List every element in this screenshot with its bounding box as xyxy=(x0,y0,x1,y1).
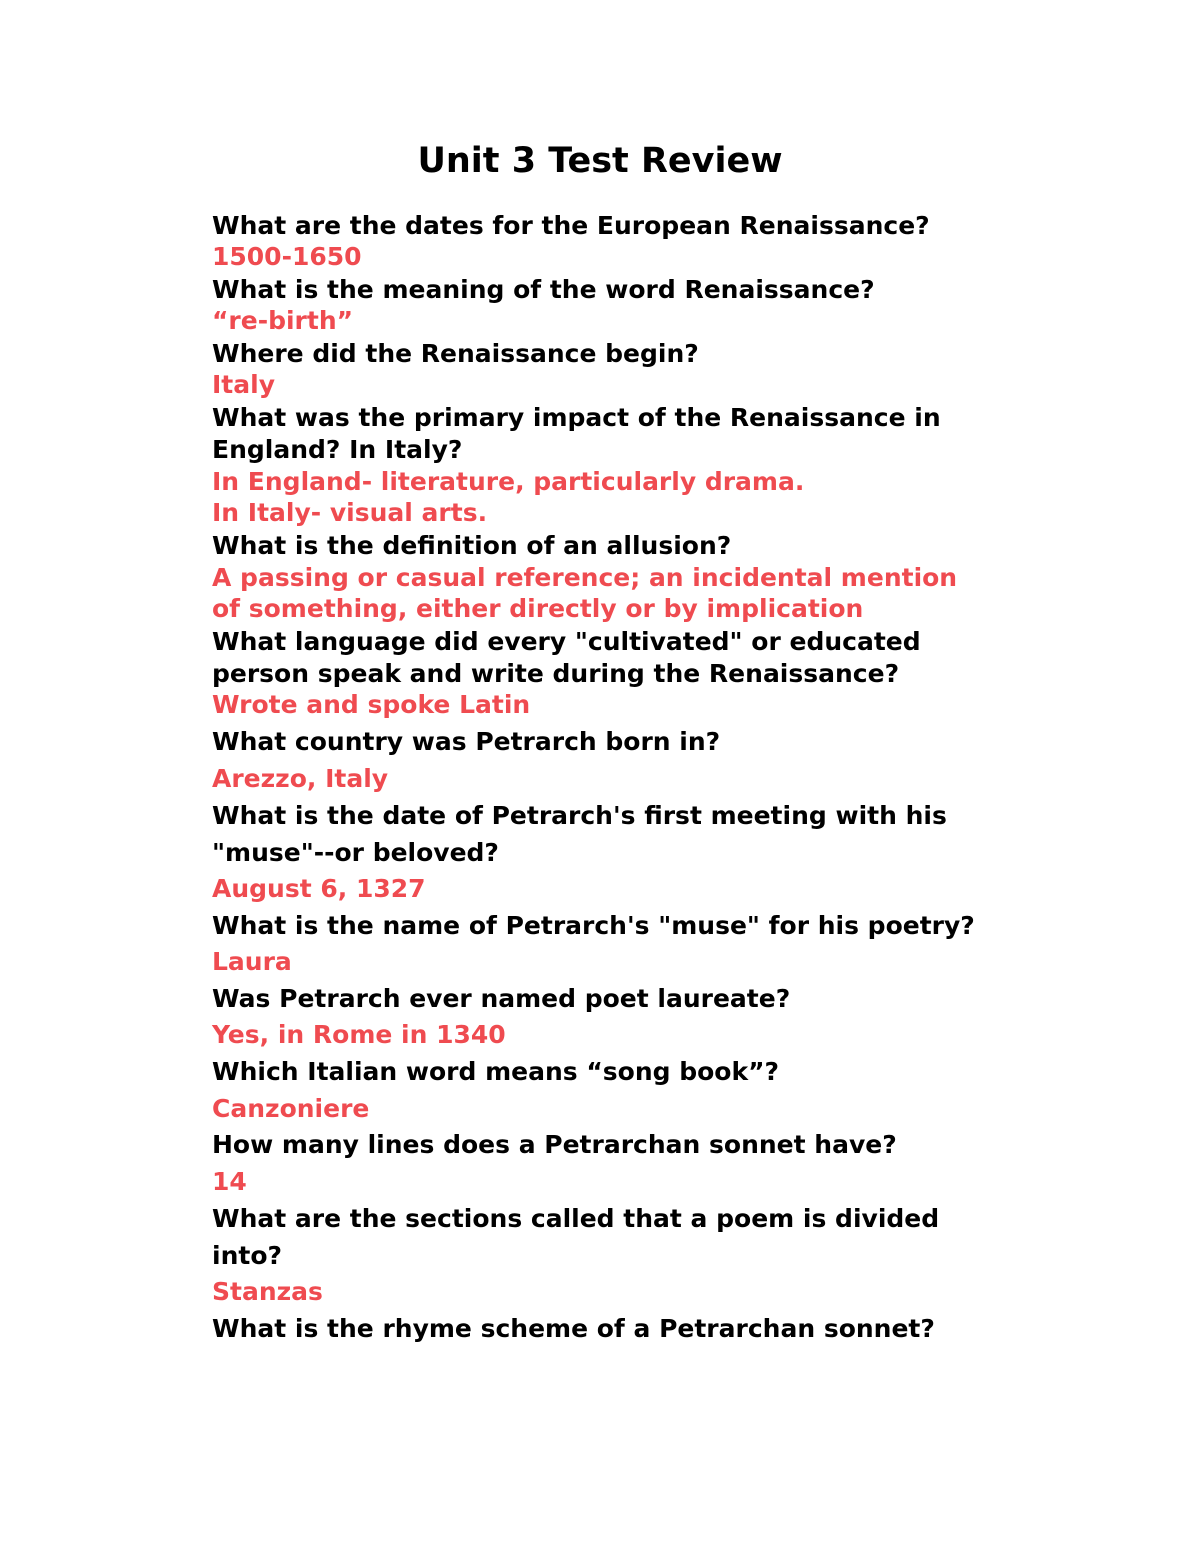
question-line: England? In Italy? xyxy=(212,435,463,464)
question-line: Where did the Renaissance begin? xyxy=(212,339,699,368)
answer-line: “re-birth” xyxy=(212,306,354,335)
question-line: Which Italian word means “song book”? xyxy=(212,1057,780,1086)
answer-line: Yes, in Rome in 1340 xyxy=(212,1020,506,1049)
question-line: What country was Petrarch born in? xyxy=(212,727,721,756)
question-line: "muse"--or beloved? xyxy=(212,838,499,867)
answer-line: Wrote and spoke Latin xyxy=(212,690,531,719)
question-line: Was Petrarch ever named poet laureate? xyxy=(212,984,791,1013)
answer-line: 1500-1650 xyxy=(212,242,362,271)
answer-line: Arezzo, Italy xyxy=(212,764,389,793)
answer-line: Stanzas xyxy=(212,1277,323,1306)
question-line: into? xyxy=(212,1241,282,1270)
answer-line: 14 xyxy=(212,1167,247,1196)
question-line: person speak and write during the Renaissance? xyxy=(212,659,900,688)
question-line: What was the primary impact of the Renaissance in xyxy=(212,403,941,432)
answer-line: A passing or casual reference; an incidental mention xyxy=(212,563,958,592)
question-line: What is the meaning of the word Renaissance? xyxy=(212,275,875,304)
question-line: What is the definition of an allusion? xyxy=(212,531,732,560)
answer-line: August 6, 1327 xyxy=(212,874,426,903)
question-line: What is the name of Petrarch's "muse" for his poetry? xyxy=(212,911,975,940)
answer-line: of something, either directly or by implication xyxy=(212,594,864,623)
answer-line: In England- literature, particularly drama. xyxy=(212,467,805,496)
question-line: How many lines does a Petrarchan sonnet have? xyxy=(212,1130,897,1159)
answer-line: Laura xyxy=(212,947,292,976)
page-title: Unit 3 Test Review xyxy=(417,141,783,181)
answer-line: Italy xyxy=(212,370,275,399)
question-line: What is the rhyme scheme of a Petrarchan sonnet? xyxy=(212,1314,935,1343)
question-line: What language did every "cultivated" or educated xyxy=(212,627,921,656)
answer-line: In Italy- visual arts. xyxy=(212,498,488,527)
question-line: What are the sections called that a poem is divided xyxy=(212,1204,940,1233)
question-line: What are the dates for the European Renaissance? xyxy=(212,211,930,240)
answer-line: Canzoniere xyxy=(212,1094,370,1123)
question-line: What is the date of Petrarch's first meeting with his xyxy=(212,801,947,830)
